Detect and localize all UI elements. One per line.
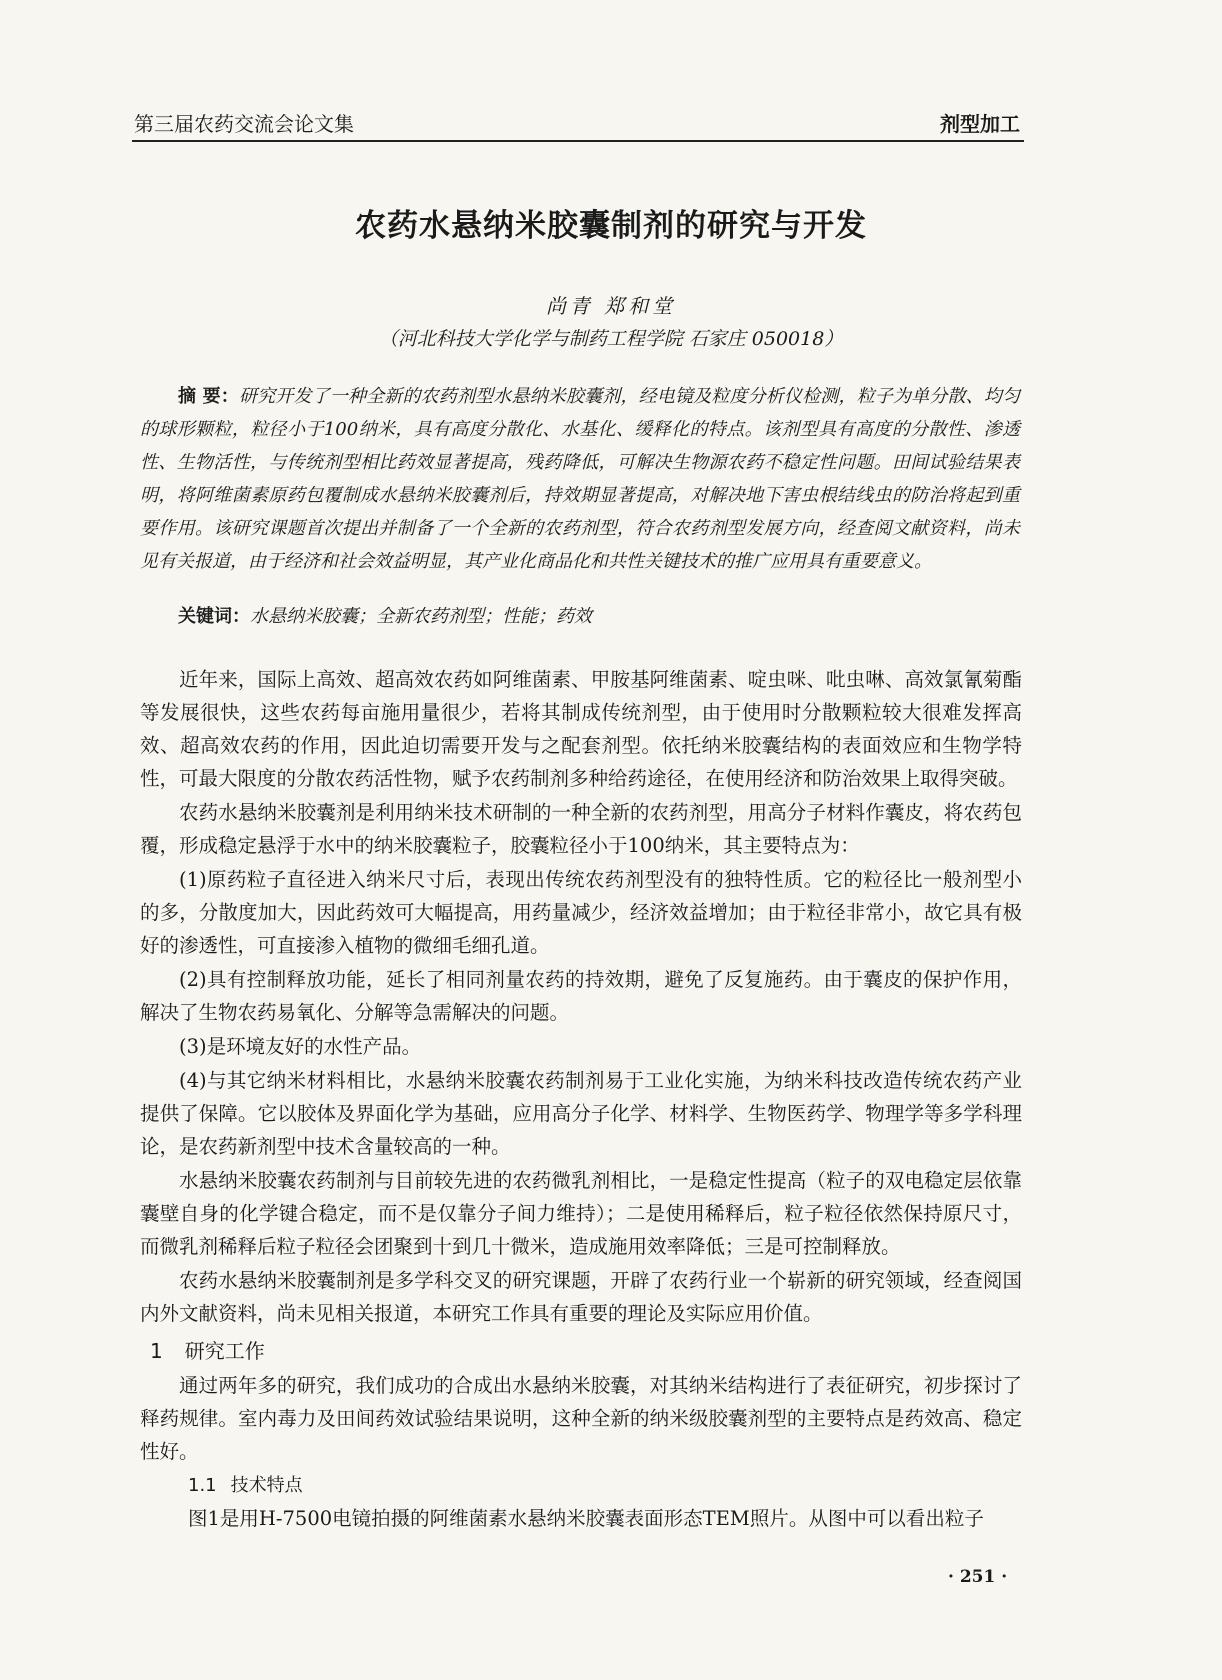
section-body [140, 1369, 1022, 1468]
paragraph: (2)具有控制释放功能，延长了相同剂量农药的持效期，避免了反复施药。由于囊皮的保护作用，解决了生物农药易氧化、分解等急需解决的问题。 [140, 968, 1022, 1024]
paragraph: (4)与其它纳米材料相比，水悬纳米胶囊农药制剂易于工业化实施，为纳米科技改造传统农药产业提供了保障。它以胶体及界面化学为基础，应用高分子化学、材料学、生物医药学、物理学等多学科理论，是农药新剂型中技术含量较高的一种。 [140, 1069, 1022, 1158]
paragraph: 通过两年多的研究，我们成功的合成出水悬纳米胶囊，对其纳米结构进行了表征研究，初步探讨了释药规律。室内毒力及田间药效试验结果说明，这种全新的纳米级胶囊剂型的主要特点是药效高、稳定性好。 [140, 1374, 1022, 1463]
subsection-heading [188, 1471, 303, 1497]
header-section-title: 剂型加工 [940, 112, 1020, 136]
keywords-text: 水悬纳米胶囊；全新农药剂型；性能；药效 [250, 606, 592, 627]
subsection-title: 技术特点 [230, 1475, 303, 1496]
paper-affiliation: （河北科技大学化学与制药工程学院 石家庄 050018） [378, 328, 844, 350]
section-heading [150, 1335, 265, 1364]
section-title: 研究工作 [184, 1339, 265, 1363]
paragraph: (1)原药粒子直径进入纳米尺寸后，表现出传统农药剂型没有的独特性质。它的粒径比一般剂型小的多，分散度加大，因此药效可大幅提高，用药量减少，经济效益增加；由于粒径非常小，故它具有极好的渗透性，可直接渗入植物的微细毛细孔道。 [140, 868, 1022, 957]
keywords-label: 关键词： [178, 606, 250, 627]
subsection-number: 1.1 [188, 1475, 217, 1496]
paragraph: 图1是用H-7500电镜拍摄的阿维菌素水悬纳米胶囊表面形态TEM照片。从图中可以看出粒子 [188, 1507, 984, 1530]
paragraph: 近年来，国际上高效、超高效农药如阿维菌素、甲胺基阿维菌素、啶虫咪、吡虫啉、高效氯氰菊酯等发展很快，这些农药每亩施用量很少，若将其制成传统剂型，由于使用时分散颗粒较大很难发挥高效、超高效农药的作用，因此迫切需要开发与之配套剂型。依托纳米胶囊结构的表面效应和生物学特性，可最大限度的分散农药活性物，赋予农药制剂多种给药途径，在使用经济和防治效果上取得突破。 [140, 668, 1022, 790]
header-proceedings-title: 第三届农药交流会论文集 [134, 112, 354, 136]
paper-title: 农药水悬纳米胶囊制剂的研究与开发 [355, 208, 867, 244]
page-number: · 251 · [948, 1567, 1008, 1587]
paragraph: 农药水悬纳米胶囊制剂是多学科交叉的研究课题，开辟了农药行业一个崭新的研究领域，经查阅国内外文献资料，尚未见相关报道，本研究工作具有重要的理论及实际应用价值。 [140, 1269, 1022, 1325]
abstract-text: 研究开发了一种全新的农药剂型水悬纳米胶囊剂，经电镜及粒度分析仪检测，粒子为单分散、均匀的球形颗粒，粒径小于100纳米，具有高度分散化、水基化、缓释化的特点。该剂型具有高度的分散性、渗透性、生物活性，与传统剂型相比药效显著提高，残药降低，可解决生物源农药不稳定性问题。田间试验结果表明，将阿维菌素原药包覆制成水悬纳米胶囊剂后，持效期显著提高，对解决地下害虫根结线虫的防治将起到重要作用。该研究课题首次提出并制备了一个全新的农药剂型，符合农药剂型发展方向，经查阅文献资料，尚未见有关报道，由于经济和社会效益明显，其产业化商品化和共性关键技术的推广应用具有重要意义。 [140, 386, 1020, 572]
paragraph: 农药水悬纳米胶囊剂是利用纳米技术研制的一种全新的农药剂型，用高分子材料作囊皮，将农药包覆，形成稳定悬浮于水中的纳米胶囊粒子，胶囊粒径小于100纳米，其主要特点为： [140, 801, 1022, 857]
paper-authors: 尚青 郑和堂 [545, 294, 677, 318]
section-number: 1 [150, 1339, 163, 1363]
abstract [140, 380, 1020, 578]
abstract-label: 摘 要： [178, 386, 239, 407]
body-text [140, 663, 1022, 1331]
running-header [132, 100, 1024, 142]
paragraph: (3)是环境友好的水性产品。 [179, 1035, 422, 1058]
paragraph: 水悬纳米胶囊农药制剂与目前较先进的农药微乳剂相比，一是稳定性提高（粒子的双电稳定层依靠囊壁自身的化学键合稳定，而不是仅靠分子间力维持）；二是使用稀释后，粒子粒径依然保持原尺寸，而微乳剂稀释后粒子粒径会团聚到十到几十微米，造成施用效率降低；三是可控制释放。 [140, 1169, 1022, 1258]
keywords [178, 602, 592, 628]
